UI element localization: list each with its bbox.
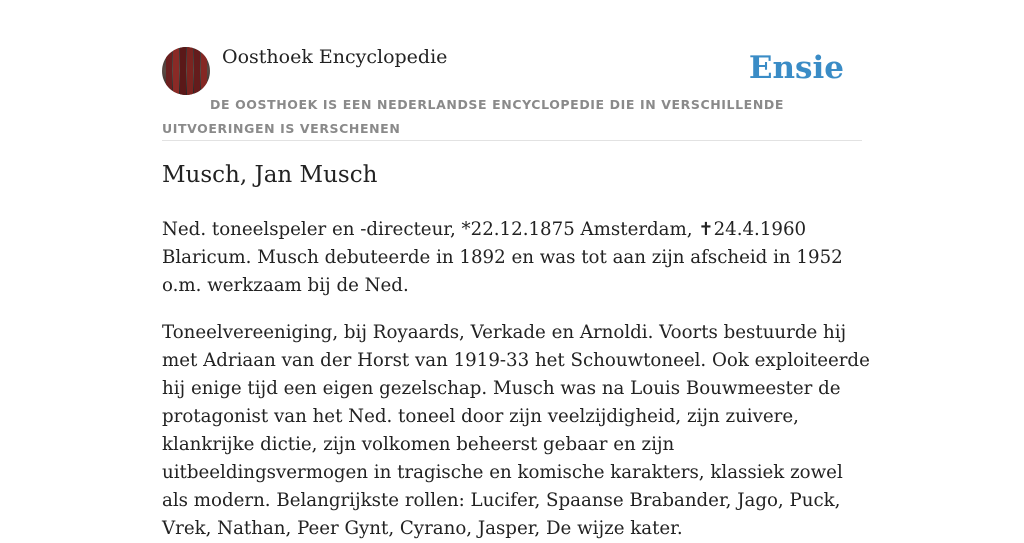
- book-spine: [166, 47, 172, 95]
- article-title: Musch, Jan Musch: [162, 162, 378, 188]
- site-tagline: DE OOSTHOEK IS EEN NEDERLANDSE ENCYCLOPEDIE DIE IN VERSCHILLENDE UITVOERINGEN IS VERSCHENEN: [162, 97, 784, 136]
- book-spines-avatar-icon[interactable]: [162, 47, 210, 95]
- book-spine: [201, 47, 207, 95]
- book-spine: [180, 47, 186, 95]
- book-spine: [187, 47, 193, 95]
- site-header: [162, 44, 862, 141]
- article-paragraph: Toneelvereeniging, bij Royaards, Verkade en Arnoldi. Voorts bestuurde hij met Adriaan van der Horst van 1919-33 het Schouwtoneel. Ook exploiteerde hij enige tijd een eigen gezelschap. Musch was na Louis Bouwmeester de protagonist van het Ned. toneel door zijn veelzijdigheid, zijn zuivere, klankrijke dictie, zijn volkomen beheerst gebaar en zijn uitbeeldingsvermogen in tragische en komische karakters, klassiek zowel als modern. Belangrijkste rollen: Lucifer, Spaanse Brabander, Jago, Puck, Vrek, Nathan, Peer Gynt, Cyrano, Jasper, De wijze kater.: [162, 322, 870, 539]
- article-paragraph: Ned. toneelspeler en -directeur, *22.12.1875 Amsterdam, ✝24.4.1960 Blaricum. Musch debuteerde in 1892 en was tot aan zijn afscheid in 1952 o.m. werkzaam bij de Ned.: [162, 219, 843, 296]
- brand-logo[interactable]: Ensie: [748, 50, 844, 86]
- book-spine: [173, 47, 179, 95]
- book-spine: [194, 47, 200, 95]
- site-title[interactable]: Oosthoek Encyclopedie: [222, 46, 448, 68]
